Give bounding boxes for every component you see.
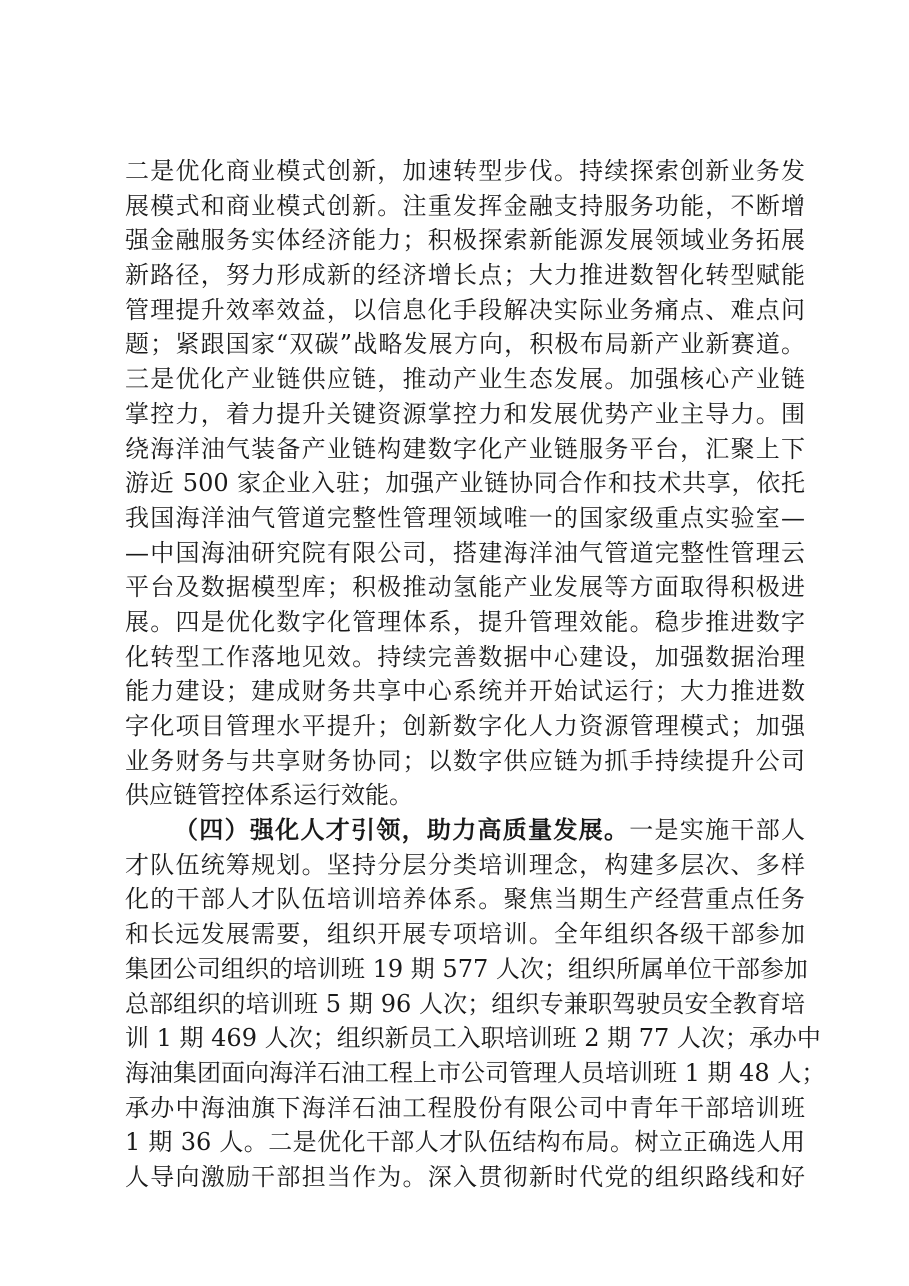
text-line: 绕海洋油气装备产业链构建数字化产业链服务平台，汇聚上下: [125, 434, 805, 463]
document-body: [125, 154, 826, 1195]
text-line: 新路径，努力形成新的经济增长点；大力推进数智化转型赋能: [125, 261, 805, 290]
text-line: 承办中海油旗下海洋石油工程股份有限公司中青年干部培训班: [125, 1093, 805, 1122]
text-line: 强金融服务实体经济能力；积极探索新能源发展领域业务拓展: [125, 226, 805, 255]
text-line: 管理提升效率效益，以信息化手段解决实际业务痛点、难点问: [125, 295, 805, 324]
text-line: 化的干部人才队伍培训培养体系。聚焦当期生产经营重点任务: [125, 885, 805, 914]
text-line: 业务财务与共享财务协同；以数字供应链为抓手持续提升公司: [125, 746, 805, 775]
text-line: 供应链管控体系运行效能。: [125, 781, 413, 810]
text-line: 才队伍统筹规划。坚持分层分类培训理念，构建多层次、多样: [125, 850, 805, 879]
text-line: —中国海油研究院有限公司，搭建海洋油气管道完整性管理云: [125, 538, 805, 567]
text-line: 能力建设；建成财务共享中心系统并开始试运行；大力推进数: [125, 677, 805, 706]
text-line: 字化项目管理水平提升；创新数字化人力资源管理模式；加强: [125, 712, 805, 740]
text-line: 游近 500 家企业入驻；加强产业链协同合作和技术共享，依托: [125, 469, 805, 498]
text-line: 人导向激励干部担当作为。深入贯彻新时代党的组织路线和好: [125, 1162, 805, 1191]
text-line: 二是优化商业模式创新，加速转型步伐。持续探索创新业务发: [125, 157, 805, 185]
text-line: 集团公司组织的培训班 19 期 577 人次；组织所属单位干部参加: [125, 954, 808, 983]
section-heading-line: [125, 813, 805, 848]
text-line: 训 1 期 469 人次；组织新员工入职培训班 2 期 77 人次；承办中: [125, 1024, 821, 1053]
text-line: 题；紧跟国家“双碳”战略发展方向，积极布局新产业新赛道。: [125, 330, 805, 359]
text-line: 和长远发展需要，组织开展专项培训。全年组织各级干部参加: [125, 920, 805, 949]
text-line: 1 期 36 人。二是优化干部人才队伍结构布局。树立正确选人用: [125, 1128, 805, 1157]
text-line: 我国海洋油气管道完整性管理领域唯一的国家级重点实验室—: [125, 503, 805, 532]
text-line: 展模式和商业模式创新。注重发挥金融支持服务功能，不断增: [125, 191, 805, 220]
text-line: 平台及数据模型库；积极推动氢能产业发展等方面取得积极进: [125, 573, 805, 602]
text-line: 展。四是优化数字化管理体系，提升管理效能。稳步推进数字: [125, 607, 805, 636]
text-line: 总部组织的培训班 5 期 96 人次；组织专兼职驾驶员安全教育培: [125, 989, 805, 1018]
text-line: 海油集团面向海洋石油工程上市公司管理人员培训班 1 期 48 人；: [125, 1058, 826, 1087]
text-line: 三是优化产业链供应链，推动产业生态发展。加强核心产业链: [125, 365, 805, 394]
text-line: 掌控力，着力提升关键资源掌控力和发展优势产业主导力。围: [125, 399, 805, 428]
section-heading: （四）强化人才引领，助力高质量发展。: [174, 815, 630, 845]
text-line: 化转型工作落地见效。持续完善数据中心建设，加强数据治理: [125, 642, 805, 671]
section-heading-continuation: 一是实施干部人: [629, 816, 805, 845]
